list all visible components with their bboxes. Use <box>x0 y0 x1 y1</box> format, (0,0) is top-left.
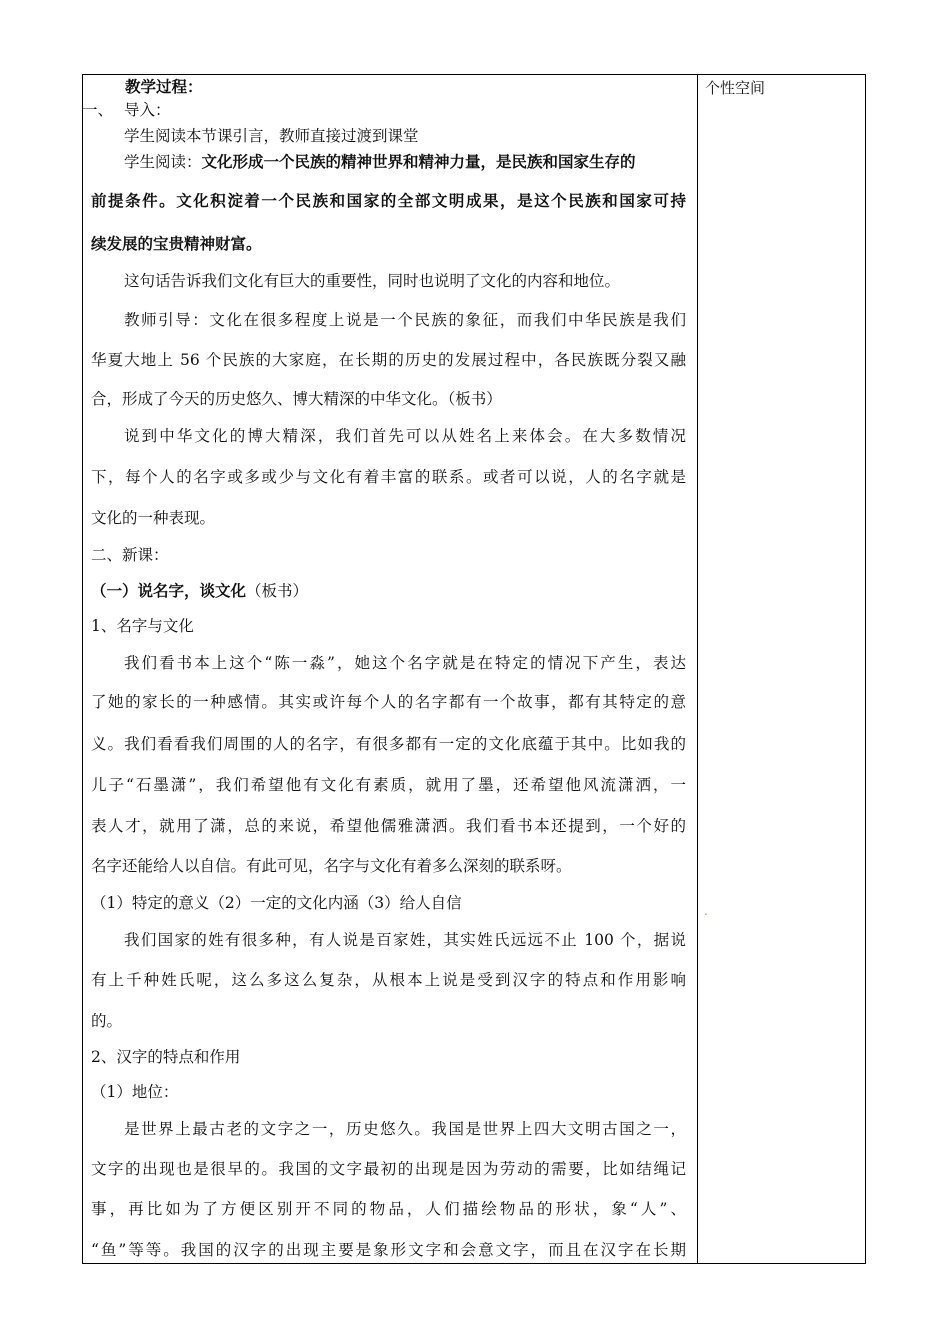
section-heading: 教学过程： <box>125 77 203 96</box>
section-heading: 二、新课： <box>91 546 169 564</box>
paragraph-line: 有上千种姓氏呢，这么多这么复杂，从根本上说是受到汉字的特点和作用影响 <box>91 971 686 989</box>
subsection-heading: 2、汉字的特点和作用 <box>91 1048 241 1066</box>
paragraph-line: 的。 <box>91 1012 123 1030</box>
stray-mark: . <box>704 904 708 918</box>
list-number: 一、 <box>82 101 114 119</box>
heading-text: （一）说名字，谈文化 <box>91 581 247 600</box>
paragraph-line: 这句话告诉我们文化有巨大的重要性，同时也说明了文化的内容和地位。 <box>124 272 621 290</box>
list-line: （1）地位： <box>91 1083 179 1101</box>
paragraph-line: 义。我们看看我们周围的人的名字，有很多都有一定的文化底蕴于其中。比如我的 <box>91 735 686 753</box>
column-divider <box>697 74 698 1264</box>
paragraph-line: 我们国家的姓有很多种，有人说是百家姓，其实姓氏远远不止 100 个，据说 <box>124 931 686 949</box>
quote-text: 文化形成一个民族的精神世界和精神力量，是民族和国家生存的 <box>201 152 636 171</box>
subsection-heading: 1、名字与文化 <box>91 617 194 635</box>
side-column-title: 个性空间 <box>705 79 766 97</box>
paragraph-line: 学生阅读本节课引言，教师直接过渡到课堂 <box>124 127 419 145</box>
paragraph-line: 事，再比如为了方便区别开不同的物品，人们描绘物品的形状，象“人”、 <box>91 1200 686 1218</box>
paragraph-line: 我们看书本上这个“陈一淼”，她这个名字就是在特定的情况下产生，表达 <box>124 654 686 672</box>
paragraph-line: 儿子“石墨潇”，我们希望他有文化有素质，就用了墨，还希望他风流潇洒，一 <box>91 776 686 794</box>
paragraph-line <box>124 151 636 173</box>
paragraph-line: 下，每个人的名字或多或少与文化有着丰富的联系。或者可以说，人的名字就是 <box>91 468 686 486</box>
list-line: （1）特定的意义（2）一定的文化内涵（3）给人自信 <box>91 894 462 912</box>
quote-line: 前提条件。文化积淀着一个民族和国家的全部文明成果，是这个民族和国家可持 <box>91 191 686 210</box>
paragraph-line: 合，形成了今天的历史悠久、博大精深的中华文化。（板书） <box>91 390 502 408</box>
paragraph-line: 华夏大地上 56 个民族的大家庭，在长期的历史的发展过程中，各民族既分裂又融 <box>91 351 686 369</box>
paragraph-line: 教师引导：文化在很多程度上说是一个民族的象征，而我们中华民族是我们 <box>124 311 686 329</box>
subsection-heading: 导入： <box>124 101 171 119</box>
paragraph-line: 了她的家长的一种感情。其实或许每个人的名字都有一个故事，都有其特定的意 <box>91 693 686 711</box>
paragraph-line: 是世界上最古老的文字之一，历史悠久。我国是世界上四大文明古国之一， <box>124 1120 686 1138</box>
paragraph-line: 文化的一种表现。 <box>91 509 216 527</box>
paragraph-line: 表人才，就用了潇，总的来说，希望他儒雅潇洒。我们看书本还提到，一个好的 <box>91 817 686 835</box>
label-text: 学生阅读： <box>124 153 202 171</box>
paragraph-line: 说到中华文化的博大精深，我们首先可以从姓名上来体会。在大多数情况 <box>124 427 686 445</box>
quote-line: 续发展的宝贵精神财富。 <box>91 234 262 253</box>
paragraph-line: 名字还能给人以自信。有此可见，名字与文化有着多么深刻的联系呀。 <box>91 857 572 875</box>
paragraph-line: 文字的出现也是很早的。我国的文字最初的出现是因为劳动的需要，比如结绳记 <box>91 1160 686 1178</box>
note-text: （板书） <box>246 582 309 600</box>
paragraph-line: “鱼”等等。我国的汉字的出现主要是象形文字和会意文字，而且在汉字在长期 <box>91 1241 686 1259</box>
subsection-heading <box>91 580 308 602</box>
